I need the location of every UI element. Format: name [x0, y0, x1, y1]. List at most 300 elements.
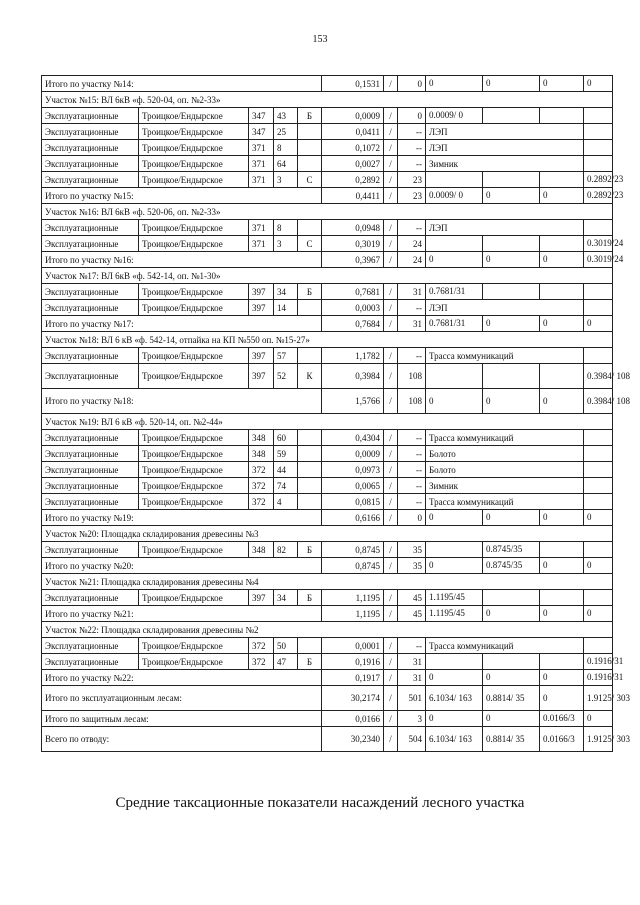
col-1-value: 0.0009/ 0 — [426, 188, 483, 204]
separator: / — [384, 300, 398, 316]
col-2-value — [483, 590, 540, 606]
col-4-value: 0 — [584, 76, 613, 92]
separator: / — [384, 606, 398, 622]
section-header-row — [42, 268, 613, 284]
section-header: Участок №21: Площадка складирования древесины №4 — [42, 574, 613, 590]
volume-value: 31 — [398, 316, 426, 332]
forestry-location: Троицкое/Ендырское — [139, 220, 249, 236]
feature-code — [298, 494, 322, 510]
forestry-location: Троицкое/Ендырское — [139, 462, 249, 478]
col-3-value: 0 — [540, 558, 584, 574]
land-type-note: Трасса коммуникаций — [426, 494, 584, 510]
table-body — [42, 76, 631, 752]
area-value: 0,0027 — [322, 156, 384, 172]
area-value: 0,0411 — [322, 124, 384, 140]
col-2-value — [483, 284, 540, 300]
quarter-number: 371 — [249, 220, 274, 236]
col-1-value: 0 — [426, 389, 483, 414]
area-value: 0,4411 — [322, 188, 384, 204]
table-row — [42, 590, 613, 606]
separator: / — [384, 252, 398, 268]
volume-value: 31 — [398, 670, 426, 686]
separator: / — [384, 478, 398, 494]
quarter-number: 397 — [249, 348, 274, 364]
col-3-value: 0 — [540, 76, 584, 92]
quarter-number: 397 — [249, 300, 274, 316]
separator: / — [384, 108, 398, 124]
total-row — [42, 670, 613, 686]
forest-category: Эксплуатационные — [42, 284, 139, 300]
area-value: 0,0001 — [322, 638, 384, 654]
area-value: 0,0009 — [322, 108, 384, 124]
compartment-number: 8 — [274, 220, 298, 236]
area-value: 0,1072 — [322, 140, 384, 156]
separator: / — [384, 140, 398, 156]
forest-category: Эксплуатационные — [42, 348, 139, 364]
area-value: 0,3984 — [322, 364, 384, 389]
col-3-value — [540, 542, 584, 558]
forest-category: Эксплуатационные — [42, 124, 139, 140]
land-type-note: ЛЭП — [426, 124, 584, 140]
area-value: 1,1195 — [322, 606, 384, 622]
area-value: 0,0009 — [322, 446, 384, 462]
col-2-value — [483, 364, 540, 389]
table-row — [42, 478, 613, 494]
col-1-value — [426, 172, 483, 188]
col-4-value — [584, 300, 613, 316]
volume-value: 0 — [398, 108, 426, 124]
separator: / — [384, 348, 398, 364]
separator: / — [384, 188, 398, 204]
section-caption: Средние таксационные показатели насаждений лесного участка — [115, 795, 525, 811]
col-3-value: 0 — [540, 606, 584, 622]
compartment-number: 3 — [274, 236, 298, 252]
forest-category: Эксплуатационные — [42, 236, 139, 252]
col-4-value — [584, 156, 613, 172]
area-value: 1,1195 — [322, 590, 384, 606]
forest-category: Эксплуатационные — [42, 494, 139, 510]
feature-code — [298, 478, 322, 494]
total-row — [42, 510, 613, 526]
col-2-value: 0 — [483, 76, 540, 92]
forest-category: Эксплуатационные — [42, 638, 139, 654]
quarter-number: 372 — [249, 494, 274, 510]
table-row — [42, 430, 613, 446]
volume-value: 501 — [398, 686, 426, 711]
col-3-value — [540, 236, 584, 252]
separator: / — [384, 364, 398, 389]
col-3-value — [540, 654, 584, 670]
area-value: 30,2340 — [322, 727, 384, 752]
quarter-number: 397 — [249, 284, 274, 300]
feature-code: Б — [298, 542, 322, 558]
feature-code: Б — [298, 654, 322, 670]
forest-category: Эксплуатационные — [42, 156, 139, 172]
area-value: 0,7684 — [322, 316, 384, 332]
forest-category: Эксплуатационные — [42, 220, 139, 236]
volume-value: -- — [398, 446, 426, 462]
col-1-value: 0.7681/31 — [426, 284, 483, 300]
feature-code — [298, 156, 322, 172]
forest-category: Эксплуатационные — [42, 478, 139, 494]
volume-value: 35 — [398, 558, 426, 574]
col-1-value: 0 — [426, 711, 483, 727]
table-row — [42, 284, 613, 300]
volume-value: 3 — [398, 711, 426, 727]
total-label: Итого по участку №19: — [42, 510, 322, 526]
col-4-value — [584, 542, 613, 558]
col-4-value: 0.1916/31 — [584, 670, 613, 686]
land-type-note: Трасса коммуникаций — [426, 348, 584, 364]
forestry-location: Троицкое/Ендырское — [139, 348, 249, 364]
area-value: 30,2174 — [322, 686, 384, 711]
separator: / — [384, 389, 398, 414]
forestry-location: Троицкое/Ендырское — [139, 590, 249, 606]
col-2-value: 0 — [483, 510, 540, 526]
compartment-number: 82 — [274, 542, 298, 558]
separator: / — [384, 727, 398, 752]
col-3-value: 0 — [540, 188, 584, 204]
compartment-number: 59 — [274, 446, 298, 462]
volume-value: -- — [398, 478, 426, 494]
forest-category: Эксплуатационные — [42, 542, 139, 558]
section-header-row — [42, 92, 613, 108]
feature-code: С — [298, 236, 322, 252]
total-row — [42, 558, 613, 574]
quarter-number: 347 — [249, 108, 274, 124]
forestry-location: Троицкое/Ендырское — [139, 446, 249, 462]
col-3-value — [540, 590, 584, 606]
col-3-value — [540, 364, 584, 389]
forest-category: Эксплуатационные — [42, 172, 139, 188]
compartment-number: 4 — [274, 494, 298, 510]
separator: / — [384, 316, 398, 332]
volume-value: 45 — [398, 606, 426, 622]
col-1-value: 6.1034/ 163 — [426, 686, 483, 711]
total-label: Итого по эксплуатационным лесам: — [42, 686, 322, 711]
land-type-note: ЛЭП — [426, 220, 584, 236]
col-3-value — [540, 108, 584, 124]
compartment-number: 47 — [274, 654, 298, 670]
col-2-value: 0 — [483, 711, 540, 727]
table-row — [42, 654, 613, 670]
quarter-number: 371 — [249, 236, 274, 252]
section-header: Участок №19: ВЛ 6 кВ «ф. 520-14, оп. №2-44» — [42, 414, 613, 430]
separator: / — [384, 711, 398, 727]
col-3-value — [540, 284, 584, 300]
separator: / — [384, 590, 398, 606]
quarter-number: 371 — [249, 156, 274, 172]
section-header: Участок №20: Площадка складирования древесины №3 — [42, 526, 613, 542]
col-4-value — [584, 124, 613, 140]
table-row — [42, 638, 613, 654]
separator: / — [384, 542, 398, 558]
total-label: Итого по участку №22: — [42, 670, 322, 686]
section-header: Участок №15: ВЛ 6кВ «ф. 520-04, оп. №2-33» — [42, 92, 613, 108]
col-4-value — [584, 430, 613, 446]
volume-value: 108 — [398, 389, 426, 414]
col-4-value — [584, 348, 613, 364]
quarter-number: 397 — [249, 364, 274, 389]
volume-value: -- — [398, 140, 426, 156]
separator: / — [384, 172, 398, 188]
land-type-note: Зимник — [426, 156, 584, 172]
col-4-value: 1.9125/ 303 — [584, 727, 613, 752]
area-value: 0,0973 — [322, 462, 384, 478]
forest-category: Эксплуатационные — [42, 430, 139, 446]
col-4-value: 0 — [584, 558, 613, 574]
compartment-number: 3 — [274, 172, 298, 188]
area-value: 0,0166 — [322, 711, 384, 727]
col-2-value: 0 — [483, 670, 540, 686]
separator: / — [384, 654, 398, 670]
area-value: 0,6166 — [322, 510, 384, 526]
quarter-number: 372 — [249, 462, 274, 478]
feature-code — [298, 124, 322, 140]
table-row — [42, 300, 613, 316]
col-4-value — [584, 446, 613, 462]
compartment-number: 52 — [274, 364, 298, 389]
area-value: 0,3019 — [322, 236, 384, 252]
feature-code: К — [298, 364, 322, 389]
feature-code: С — [298, 172, 322, 188]
quarter-number: 348 — [249, 446, 274, 462]
forestry-location: Троицкое/Ендырское — [139, 638, 249, 654]
col-1-value — [426, 542, 483, 558]
total-row — [42, 389, 613, 414]
feature-code — [298, 220, 322, 236]
forestry-location: Троицкое/Ендырское — [139, 364, 249, 389]
volume-value: -- — [398, 300, 426, 316]
total-label: Итого по участку №18: — [42, 389, 322, 414]
col-1-value: 0 — [426, 252, 483, 268]
col-1-value: 0 — [426, 670, 483, 686]
quarter-number: 372 — [249, 478, 274, 494]
section-header-row — [42, 414, 613, 430]
volume-value: 31 — [398, 284, 426, 300]
forestry-location: Троицкое/Ендырское — [139, 124, 249, 140]
col-4-value — [584, 638, 613, 654]
separator: / — [384, 430, 398, 446]
forest-category: Эксплуатационные — [42, 140, 139, 156]
quarter-number: 347 — [249, 124, 274, 140]
volume-value: 108 — [398, 364, 426, 389]
area-value: 1,5766 — [322, 389, 384, 414]
col-3-value: 0.0166/3 — [540, 711, 584, 727]
col-4-value — [584, 220, 613, 236]
land-type-note: Болото — [426, 446, 584, 462]
col-4-value — [584, 284, 613, 300]
volume-value: 24 — [398, 236, 426, 252]
land-type-note: Болото — [426, 462, 584, 478]
table-row — [42, 140, 613, 156]
area-value: 0,7681 — [322, 284, 384, 300]
col-2-value: 0 — [483, 252, 540, 268]
col-2-value: 0.8745/35 — [483, 542, 540, 558]
separator: / — [384, 284, 398, 300]
separator: / — [384, 124, 398, 140]
forest-category: Эксплуатационные — [42, 654, 139, 670]
compartment-number: 25 — [274, 124, 298, 140]
col-4-value — [584, 108, 613, 124]
col-1-value: 6.1034/ 163 — [426, 727, 483, 752]
feature-code — [298, 430, 322, 446]
section-header-row — [42, 332, 613, 348]
col-1-value — [426, 654, 483, 670]
forestry-location: Троицкое/Ендырское — [139, 236, 249, 252]
volume-value: -- — [398, 430, 426, 446]
forestry-location: Троицкое/Ендырское — [139, 542, 249, 558]
col-4-value: 0.2892/23 — [584, 172, 613, 188]
forestry-location: Троицкое/Ендырское — [139, 430, 249, 446]
table-row — [42, 494, 613, 510]
total-row — [42, 686, 613, 711]
quarter-number: 371 — [249, 172, 274, 188]
separator: / — [384, 76, 398, 92]
col-4-value: 0 — [584, 316, 613, 332]
separator: / — [384, 236, 398, 252]
total-label: Итого по участку №15: — [42, 188, 322, 204]
col-4-value: 1.9125/ 303 — [584, 686, 613, 711]
forestry-location: Троицкое/Ендырское — [139, 156, 249, 172]
total-label: Итого по участку №14: — [42, 76, 322, 92]
volume-value: -- — [398, 348, 426, 364]
total-row — [42, 727, 613, 752]
volume-value: -- — [398, 462, 426, 478]
area-value: 0,0065 — [322, 478, 384, 494]
col-1-value: 0 — [426, 76, 483, 92]
col-1-value — [426, 364, 483, 389]
separator: / — [384, 462, 398, 478]
col-4-value: 0.1916/31 — [584, 654, 613, 670]
area-value: 0,8745 — [322, 558, 384, 574]
volume-value: -- — [398, 494, 426, 510]
feature-code — [298, 462, 322, 478]
volume-value: 504 — [398, 727, 426, 752]
section-header-row — [42, 526, 613, 542]
volume-value: 0 — [398, 510, 426, 526]
allocation-table — [41, 75, 631, 752]
table-row — [42, 364, 613, 389]
separator: / — [384, 670, 398, 686]
forestry-location: Троицкое/Ендырское — [139, 300, 249, 316]
land-type-note: ЛЭП — [426, 300, 584, 316]
volume-value: -- — [398, 156, 426, 172]
land-type-note: Трасса коммуникаций — [426, 430, 584, 446]
forestry-location: Троицкое/Ендырское — [139, 108, 249, 124]
col-2-value: 0 — [483, 606, 540, 622]
feature-code — [298, 140, 322, 156]
col-3-value: 0 — [540, 510, 584, 526]
land-type-note: Зимник — [426, 478, 584, 494]
separator: / — [384, 220, 398, 236]
section-header: Участок №16: ВЛ 6кВ «ф. 520-06, оп. №2-33» — [42, 204, 613, 220]
table-row — [42, 542, 613, 558]
compartment-number: 34 — [274, 590, 298, 606]
quarter-number: 372 — [249, 654, 274, 670]
total-label: Итого по участку №21: — [42, 606, 322, 622]
col-2-value — [483, 236, 540, 252]
section-header: Участок №22: Площадка складирования древесины №2 — [42, 622, 613, 638]
total-label: Всего по отводу: — [42, 727, 322, 752]
page-number: 153 — [312, 34, 328, 45]
col-4-value: 0.3019/24 — [584, 252, 613, 268]
section-header: Участок №17: ВЛ 6кВ «ф. 542-14, оп. №1-30» — [42, 268, 613, 284]
compartment-number: 60 — [274, 430, 298, 446]
volume-value: 45 — [398, 590, 426, 606]
col-4-value: 0.2892/23 — [584, 188, 613, 204]
quarter-number: 348 — [249, 430, 274, 446]
volume-value: 31 — [398, 654, 426, 670]
col-3-value: 0 — [540, 389, 584, 414]
feature-code: Б — [298, 284, 322, 300]
forestry-location: Троицкое/Ендырское — [139, 172, 249, 188]
col-2-value — [483, 108, 540, 124]
col-4-value: 0 — [584, 510, 613, 526]
separator: / — [384, 686, 398, 711]
total-label: Итого по участку №20: — [42, 558, 322, 574]
area-value: 0,0948 — [322, 220, 384, 236]
col-3-value — [540, 172, 584, 188]
total-row — [42, 188, 613, 204]
col-2-value: 0.8745/35 — [483, 558, 540, 574]
total-row — [42, 252, 613, 268]
col-1-value: 1.1195/45 — [426, 590, 483, 606]
col-4-value: 0.3019/24 — [584, 236, 613, 252]
quarter-number: 348 — [249, 542, 274, 558]
col-2-value: 0.8814/ 35 — [483, 727, 540, 752]
col-2-value — [483, 654, 540, 670]
volume-value: 24 — [398, 252, 426, 268]
quarter-number: 372 — [249, 638, 274, 654]
table-row — [42, 236, 613, 252]
forest-category: Эксплуатационные — [42, 108, 139, 124]
feature-code: Б — [298, 590, 322, 606]
col-2-value: 0.8814/ 35 — [483, 686, 540, 711]
forestry-location: Троицкое/Ендырское — [139, 284, 249, 300]
col-1-value: 0 — [426, 510, 483, 526]
table-row — [42, 124, 613, 140]
quarter-number: 371 — [249, 140, 274, 156]
feature-code — [298, 300, 322, 316]
table-row — [42, 172, 613, 188]
volume-value: -- — [398, 124, 426, 140]
compartment-number: 57 — [274, 348, 298, 364]
total-label: Итого по участку №17: — [42, 316, 322, 332]
col-2-value: 0 — [483, 188, 540, 204]
total-label: Итого по защитным лесам: — [42, 711, 322, 727]
col-3-value: 0 — [540, 316, 584, 332]
col-1-value: 0.7681/31 — [426, 316, 483, 332]
col-1-value — [426, 236, 483, 252]
col-4-value — [584, 494, 613, 510]
col-1-value: 0 — [426, 558, 483, 574]
land-type-note: ЛЭП — [426, 140, 584, 156]
quarter-number: 397 — [249, 590, 274, 606]
col-1-value: 1.1195/45 — [426, 606, 483, 622]
section-header: Участок №18: ВЛ 6 кВ «ф. 542-14, отпайка на КП №550 оп. №15-27» — [42, 332, 613, 348]
compartment-number: 34 — [274, 284, 298, 300]
area-value: 0,0003 — [322, 300, 384, 316]
col-1-value: 0.0009/ 0 — [426, 108, 483, 124]
col-4-value: 0 — [584, 606, 613, 622]
col-3-value: 0 — [540, 252, 584, 268]
col-4-value — [584, 478, 613, 494]
separator: / — [384, 638, 398, 654]
col-4-value: 0 — [584, 711, 613, 727]
total-row — [42, 316, 613, 332]
total-row — [42, 711, 613, 727]
